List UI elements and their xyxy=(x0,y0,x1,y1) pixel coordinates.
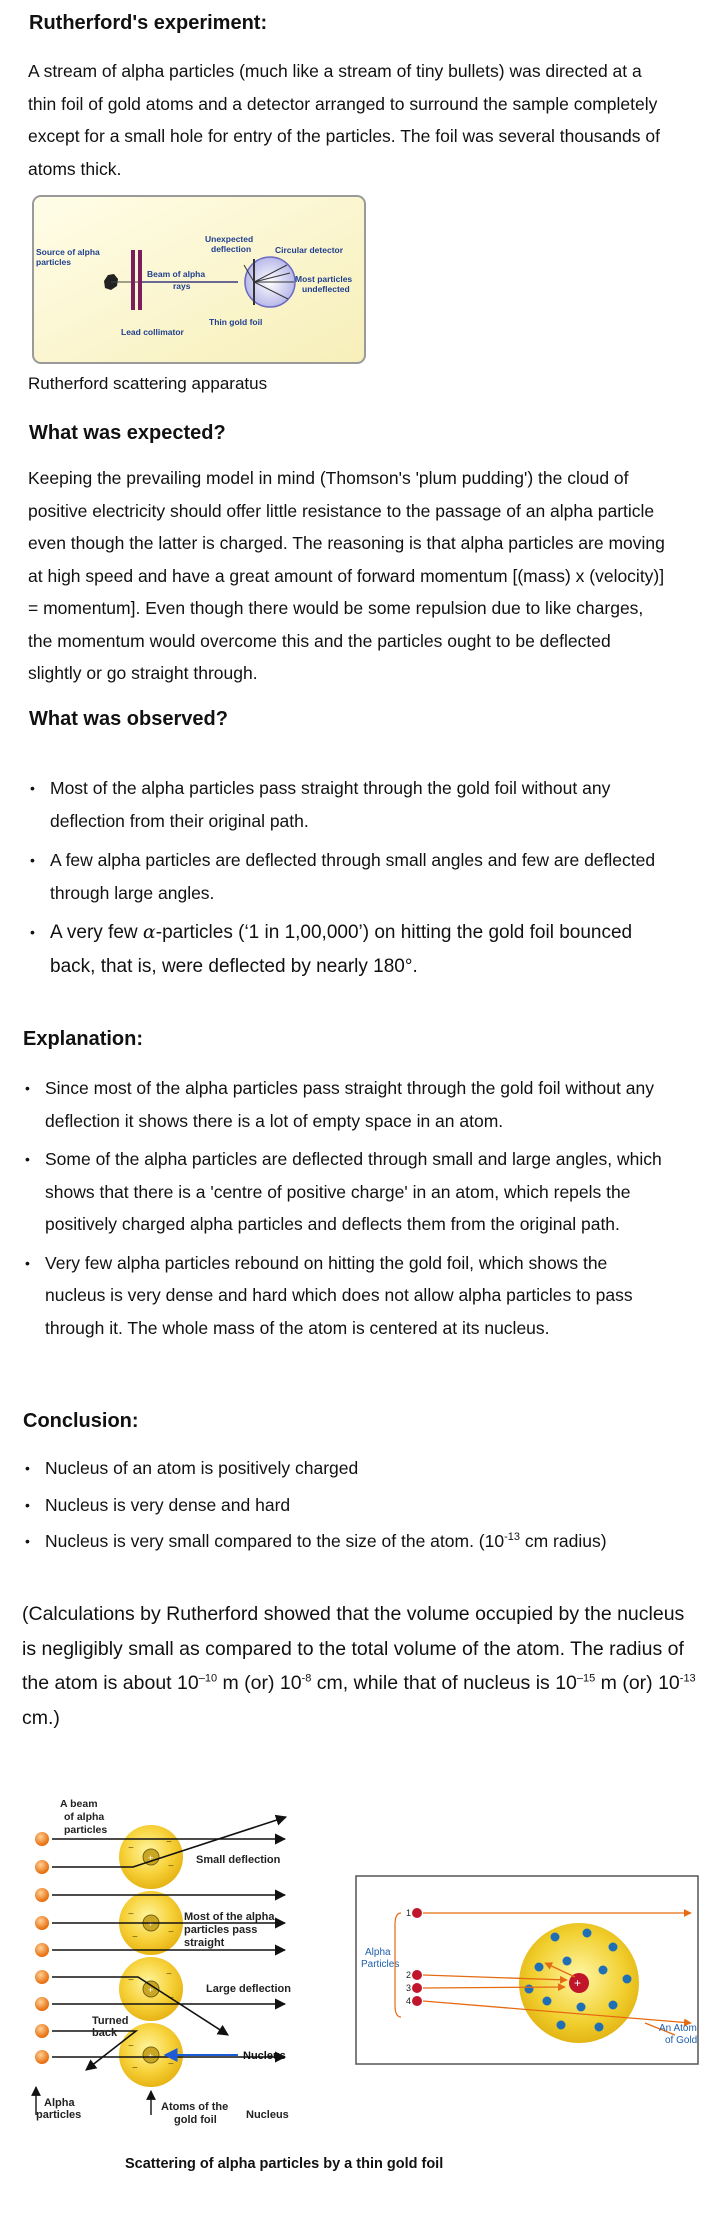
svg-text:Beam of alpha: Beam of alpha xyxy=(147,269,206,279)
svg-text:particles: particles xyxy=(36,257,71,267)
svg-text:Lead collimator: Lead collimator xyxy=(121,327,184,337)
conclusion-text: Nucleus is very small compared to the size of the atom. (10 xyxy=(45,1531,505,1551)
conclusion-list xyxy=(23,1452,683,1558)
section-title-conclusion: Conclusion: xyxy=(23,1410,139,1432)
explanation-item: • Some of the alpha particles are deflected through small and large angles, which shows that there is a 'centre of positive charge' in an atom, which repels the positively charged alpha particles and deflects them from the original path. xyxy=(23,1143,663,1241)
exponent: -13 xyxy=(504,1531,520,1544)
svg-text:−: − xyxy=(168,1861,174,1872)
observed-item: • Most of the alpha particles pass straight through the gold foil without any deflection from their original path. xyxy=(28,772,678,837)
alpha-particle-1 xyxy=(412,1908,422,1918)
svg-text:Alpha: Alpha xyxy=(44,2097,75,2109)
scattering-figure-right xyxy=(355,1875,699,2065)
svg-text:particles: particles xyxy=(36,2109,82,2121)
observed-item-text: -particles (‘1 in 1,00,000’) on hitting the gold foil bounced back, that is, were deflected by nearly 180°. xyxy=(50,922,633,977)
observed-list xyxy=(28,772,678,984)
conclusion-item xyxy=(23,1525,683,1558)
svg-text:Small deflection: Small deflection xyxy=(196,1854,281,1866)
svg-text:−: − xyxy=(168,1993,174,2004)
section-title-explanation: Explanation: xyxy=(23,1028,144,1050)
svg-text:Nucleus: Nucleus xyxy=(246,2109,289,2121)
conclusion-item: • Nucleus is very dense and hard xyxy=(23,1489,683,1522)
experiment-paragraph: A stream of alpha particles (much like a stream of tiny bullets) was directed at a thin foil of gold atoms and a detector arranged to surround the sample completely except for a small hole for entry of the particles. The foil was several thousands of atoms thick. xyxy=(28,61,660,179)
svg-text:of Gold: of Gold xyxy=(665,2035,698,2046)
svg-text:particles: particles xyxy=(64,1824,108,1836)
apparatus-caption: Rutherford scattering apparatus xyxy=(28,374,268,393)
figure-caption: Scattering of alpha particles by a thin gold foil xyxy=(125,2156,444,2172)
svg-text:+: + xyxy=(148,2051,154,2061)
svg-text:A beam: A beam xyxy=(60,1798,98,1810)
section-title-experiment: Rutherford's experiment: xyxy=(29,12,268,34)
svg-text:3: 3 xyxy=(406,1983,412,1993)
svg-text:−: − xyxy=(128,1975,134,1986)
svg-text:straight: straight xyxy=(184,1937,225,1949)
svg-text:+: + xyxy=(148,1985,154,1995)
conclusion-item: • Nucleus of an atom is positively charged xyxy=(23,1452,683,1485)
svg-text:−: − xyxy=(128,1843,134,1854)
svg-text:undeflected: undeflected xyxy=(302,284,350,294)
svg-text:−: − xyxy=(132,1932,138,1943)
svg-text:1: 1 xyxy=(406,1908,412,1918)
explanation-item: • Very few alpha particles rebound on hitting the gold foil, which shows the nucleus is very dense and hard which does not allow alpha particles to pass through it. The whole mass of the atom is centered at its nucleus. xyxy=(23,1247,663,1345)
lead-collimator-icon xyxy=(131,250,135,310)
alpha-particle-4 xyxy=(412,1996,422,2006)
svg-text:of alpha: of alpha xyxy=(64,1811,105,1823)
scattering-figure-left xyxy=(28,1795,338,2140)
svg-text:deflection: deflection xyxy=(211,244,252,254)
svg-text:back: back xyxy=(92,2027,118,2039)
alpha-particle-3 xyxy=(412,1983,422,1993)
svg-text:Large deflection: Large deflection xyxy=(206,1983,291,1995)
alpha-particle-icons xyxy=(35,1832,49,2064)
svg-text:Atoms of the: Atoms of the xyxy=(161,2101,229,2113)
svg-text:+: + xyxy=(148,1919,154,1929)
svg-text:An Atom: An Atom xyxy=(659,2023,697,2034)
expected-paragraph: Keeping the prevailing model in mind (Thomson's 'plum pudding') the cloud of positive electricity should offer little resistance to the passage of an alpha particle even though the latter is charged. The reasoning is that alpha particles are moving at high speed and have a great amount of forward momentum [(mass) x (velocity)] = momentum]. Even though there would be some repulsion due to like charges, the momentum would overcome this and the particles ought to be deflected slightly or go straight through. xyxy=(28,468,665,683)
explanation-item: • Since most of the alpha particles pass straight through the gold foil without any deflection it shows there is a lot of empty space in an atom. xyxy=(23,1072,663,1137)
svg-text:Most of the alpha: Most of the alpha xyxy=(184,1911,275,1923)
section-title-expected: What was expected? xyxy=(29,422,226,444)
svg-text:Source of alpha: Source of alpha xyxy=(36,247,100,257)
observed-item: • A few alpha particles are deflected through small angles and few are deflected through large angles. xyxy=(28,844,678,909)
svg-text:−: − xyxy=(166,1837,172,1848)
svg-text:Circular detector: Circular detector xyxy=(275,245,344,255)
svg-text:−: − xyxy=(168,1927,174,1938)
explanation-list xyxy=(23,1072,663,1344)
svg-text:2: 2 xyxy=(406,1970,412,1980)
svg-text:Nucleus: Nucleus xyxy=(243,2050,286,2062)
section-title-observed: What was observed? xyxy=(29,708,228,730)
alpha-particle-2 xyxy=(412,1970,422,1980)
observed-item-text: A very few xyxy=(50,922,143,943)
svg-text:particles pass: particles pass xyxy=(184,1924,258,1936)
svg-text:−: − xyxy=(166,1969,172,1980)
conclusion-text: cm radius) xyxy=(520,1531,607,1551)
exponent: -8 xyxy=(301,1672,312,1685)
svg-text:Thin gold foil: Thin gold foil xyxy=(209,317,263,327)
svg-text:gold foil: gold foil xyxy=(174,2114,217,2126)
observed-item xyxy=(28,915,678,984)
svg-text:+: + xyxy=(574,1976,582,1990)
svg-text:Alpha: Alpha xyxy=(365,1947,391,1958)
alpha-symbol: α xyxy=(142,921,156,943)
svg-text:−: − xyxy=(168,2059,174,2070)
exponent: -13 xyxy=(679,1672,696,1685)
apparatus-image xyxy=(32,195,366,364)
svg-text:−: − xyxy=(128,2041,134,2052)
svg-text:Turned: Turned xyxy=(92,2015,129,2027)
svg-text:+: + xyxy=(148,1853,154,1863)
svg-text:Most particles: Most particles xyxy=(295,274,353,284)
exponent: –15 xyxy=(576,1672,596,1685)
svg-text:rays: rays xyxy=(173,281,191,291)
calculation-paragraph: (Calculations by Rutherford showed that the volume occupied by the nucleus is negligibly small as compared to the total volume of the atom. The radius of the atom is about $10^{-10}$ m (or) $10^{-8}$ cm, while that of nucleus is $10^{-15}$ m (or) $10^{-13}$ cm.) xyxy=(22,1603,696,1729)
svg-text:−: − xyxy=(132,2063,138,2074)
svg-text:4: 4 xyxy=(406,1996,412,2006)
exponent: –10 xyxy=(198,1672,218,1685)
svg-text:Particles: Particles xyxy=(361,1959,400,1970)
svg-text:Unexpected: Unexpected xyxy=(205,234,254,244)
svg-text:−: − xyxy=(128,1909,134,1920)
